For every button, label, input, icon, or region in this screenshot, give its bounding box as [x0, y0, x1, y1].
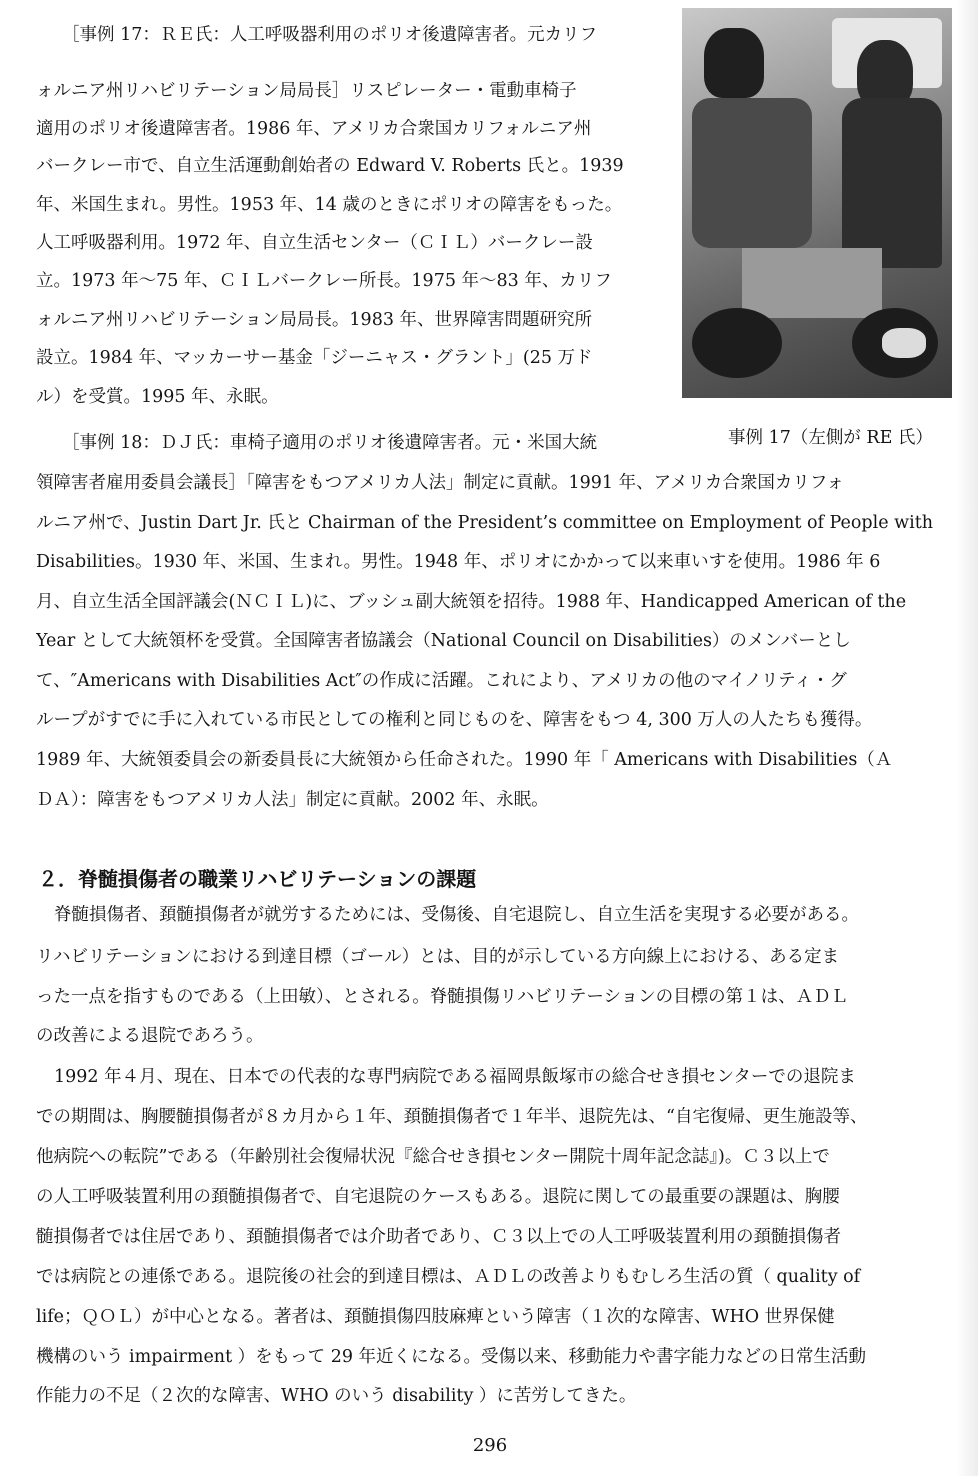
section2-line-7: 他病院への転院”である（年齢別社会復帰状況『総合せき損センター開院十周年記念誌』)。Ｃ３以上で	[36, 1147, 830, 1167]
section2-line-3: った一点を指すものである（上田敏）、とされる。脊髄損傷リハビリテーションの目標の第１は、ＡＤＬ	[36, 987, 849, 1007]
case18-line-5: 月、自立生活全国評議会(ＮＣＩＬ)に、ブッシュ副大統領を招待。1988 年、Handicapped American of the	[36, 592, 907, 612]
section2-line-5: 1992 年４月、現在、日本での代表的な専門病院である福岡県飯塚市の総合せき損センターでの退院ま	[54, 1067, 856, 1087]
photo-feet	[882, 328, 926, 358]
case18-line-3: ルニア州で、Justin Dart Jr. 氏と Chairman of the President’s committee on Employment of People with	[36, 513, 934, 533]
section2-line-11: life；ＱＯＬ）が中心となる。著者は、頚髄損傷四肢麻痺という障害（１次的な障害、WHO 世界保健	[36, 1307, 835, 1327]
section2-line-13: 作能力の不足（２次的な障害、WHO のいう disability ）に苦労してきた。	[36, 1386, 637, 1406]
photo-wheel-left	[692, 308, 782, 378]
section2-line-8: の人工呼吸装置利用の頚髄損傷者で、自宅退院のケースもある。退院に関しての最重要の課題は、胸腰	[36, 1187, 840, 1207]
case17-line-7: 立。1973 年～75 年、ＣＩＬバークレー所長。1975 年～83 年、カリフ	[36, 271, 612, 291]
section2-line-10: では病院との連係である。退院後の社会的到達目標は、ＡＤＬの改善よりもむしろ生活の質（ quality of	[36, 1267, 861, 1287]
case17-line-2: ォルニア州リハビリテーション局局長］リスピレーター・電動車椅子	[36, 81, 577, 101]
section2-line-1: 脊髄損傷者、頚髄損傷者が就労するためには、受傷後、自宅退院し、自立生活を実現する必要がある。	[54, 905, 859, 925]
page-number: 296	[472, 1435, 508, 1456]
case17-line-6: 人工呼吸器利用。1972 年、自立生活センター（ＣＩＬ）バークレー設	[36, 233, 593, 253]
scan-edge-shadow	[956, 0, 978, 1476]
case17-line-8: ォルニア州リハビリテーション局局長。1983 年、世界障害問題研究所	[36, 310, 593, 330]
section2-heading: ２．脊髄損傷者の職業リハビリテーションの課題	[38, 867, 477, 891]
case17-line-9: 設立。1984 年、マッカーサー基金「ジーニャス・グラント」(25 万ド	[36, 348, 593, 368]
photo-right-person-body	[842, 98, 942, 268]
photo-left-person-body	[692, 98, 812, 248]
section2-line-4: の改善による退院であろう。	[36, 1026, 264, 1046]
case18-line-4: Disabilities。1930 年、米国、生まれ。男性。1948 年、ポリオにかかって以来車いすを使用。1986 年 6	[36, 552, 881, 572]
case17-line-5: 年、米国生まれ。男性。1953 年、14 歳のときにポリオの障害をもった。	[36, 195, 623, 215]
case18-line-2: 領障害者雇用委員会議長］「障害をもつアメリカ人法」制定に貢献。1991 年、アメリカ合衆国カリフォ	[36, 473, 845, 493]
case17-line-1: ［事例 17：ＲＥ氏：人工呼吸器利用のポリオ後遺障害者。元カリフ	[62, 25, 598, 45]
section2-line-2: リハビリテーションにおける到達目標（ゴール）とは、目的が示している方向線上における、ある定ま	[36, 947, 840, 967]
case18-line-1: ［事例 18：ＤＪ氏：車椅子適用のポリオ後遺障害者。元・米国大統	[62, 433, 598, 453]
case18-line-8: ループがすでに手に入れている市民としての権利と同じものを、障害をもつ 4, 300 万人の人たちも獲得。	[36, 710, 873, 730]
section2-line-9: 髄損傷者では住居であり、頚髄損傷者では介助者であり、Ｃ３以上での人工呼吸装置利用の頚髄損傷者	[36, 1227, 841, 1247]
section2-line-12: 機構のいう impairment ）をもって 29 年近くになる。受傷以来、移動能力や書字能力などの日常生活動	[36, 1347, 867, 1367]
case17-photo	[682, 8, 952, 398]
photo-wheelchair-base	[742, 248, 882, 318]
case17-line-3: 適用のポリオ後遺障害者。1986 年、アメリカ合衆国カリフォルニア州	[36, 119, 592, 139]
case17-line-10: ル）を受賞。1995 年、永眠。	[36, 387, 279, 407]
case18-line-6: Year として大統領杯を受賞。全国障害者協議会（National Council on Disabilities）のメンバーとし	[36, 631, 851, 651]
case18-line-10: ＤＡ）：障害をもつアメリカ人法」制定に貢献。2002 年、永眠。	[36, 790, 549, 810]
case18-line-7: て、″Americans with Disabilities Act″の作成に活躍。これにより、アメリカの他のマイノリティ・グ	[36, 671, 847, 691]
case17-line-4: バークレー市で、自立生活運動創始者の Edward V. Roberts 氏と。1939	[36, 156, 624, 176]
photo-left-person-head	[704, 28, 764, 98]
photo-caption: 事例 17（左側が RE 氏）	[728, 428, 933, 448]
case18-line-9: 1989 年、大統領委員会の新委員長に大統領から任命された。1990 年「 Americans with Disabilities（Ａ	[36, 750, 893, 770]
section2-line-6: での期間は、胸腰髄損傷者が８カ月から１年、頚髄損傷者で１年半、退院先は、“自宅復帰、更生施設等、	[36, 1107, 868, 1127]
